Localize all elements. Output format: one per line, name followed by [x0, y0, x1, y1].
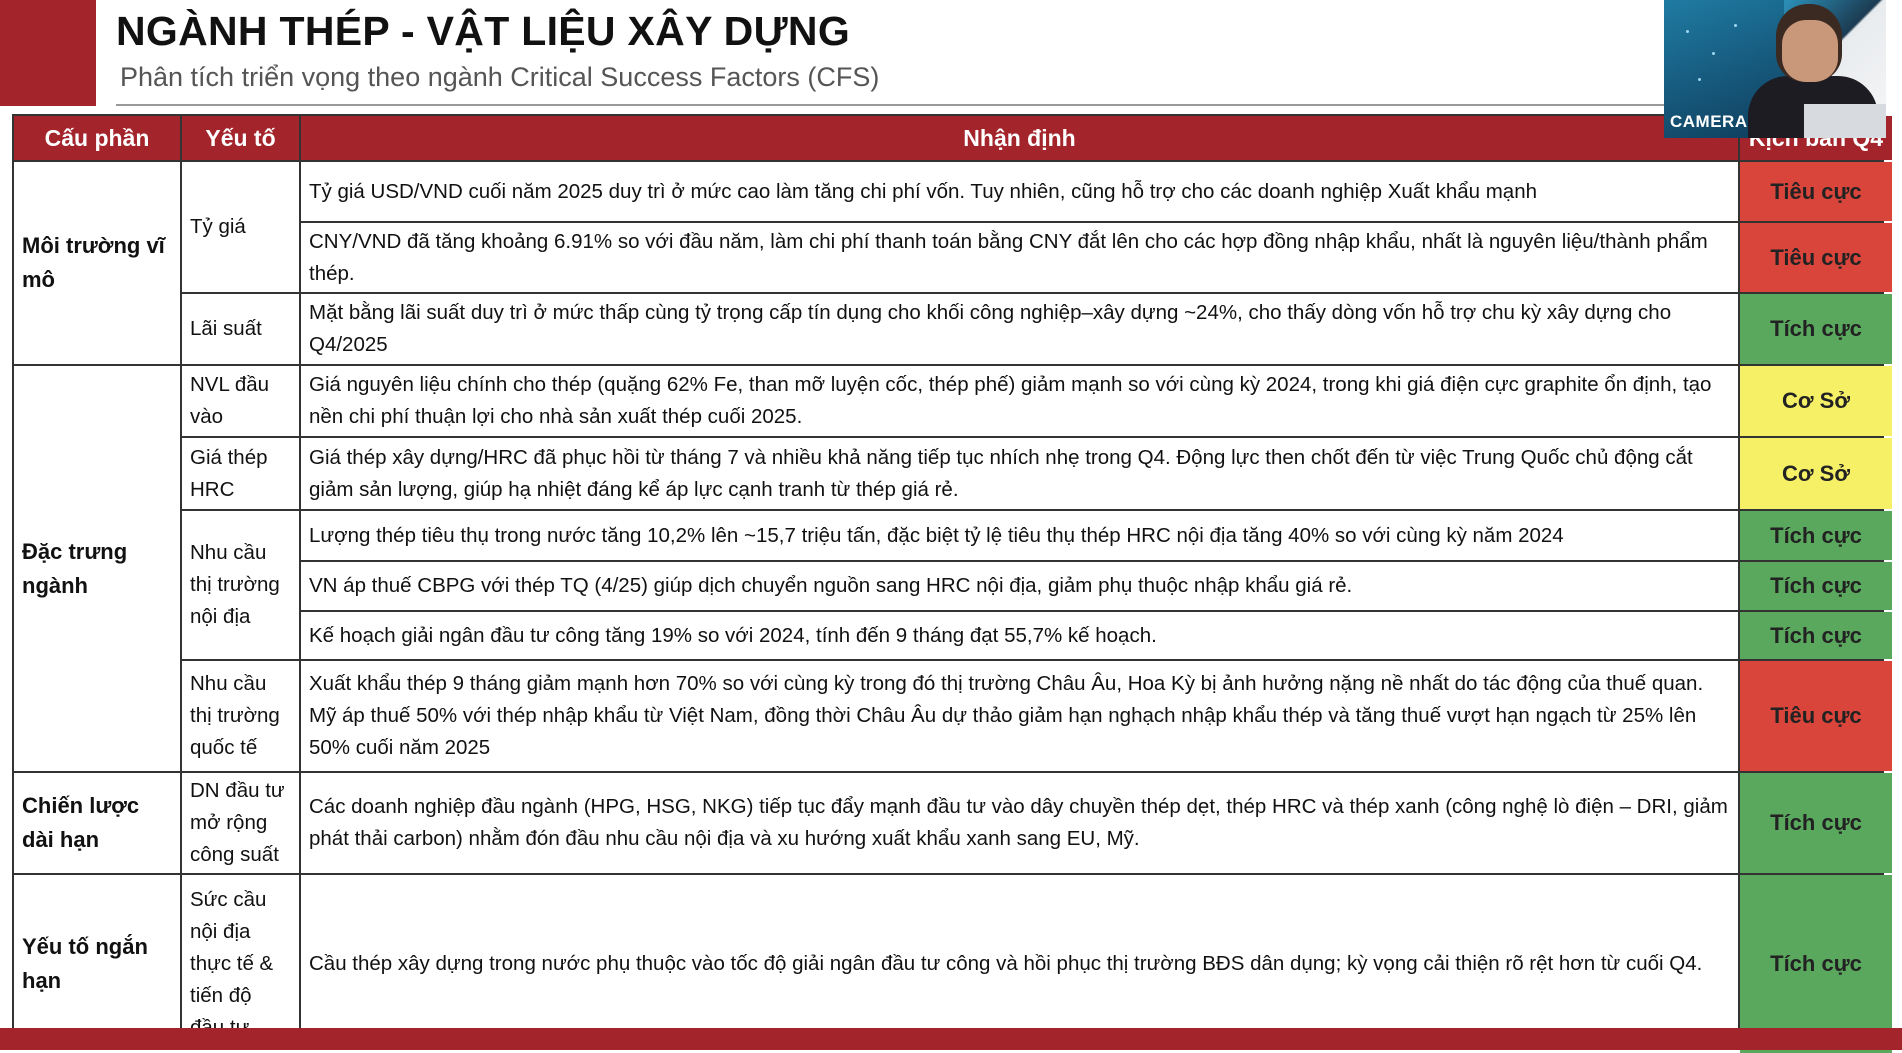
- scenario-badge: Tích cực: [1740, 612, 1892, 659]
- factor-cell: NVL đầu vào: [182, 366, 299, 436]
- scenario-badge: Tích cực: [1740, 773, 1892, 873]
- assessment-cell: Lượng thép tiêu thụ trong nước tăng 10,2% lên ~15,7 triệu tấn, đặc biệt tỷ lệ tiêu thụ thép HRC nội địa tăng 40% so với cùng kỳ năm 2024: [301, 511, 1738, 560]
- scenario-badge: Tiêu cực: [1740, 162, 1892, 221]
- assessment-cell: Kế hoạch giải ngân đầu tư công tăng 19% so với 2024, tính đến 9 tháng đạt 55,7% kế hoạch.: [301, 612, 1738, 659]
- backdrop-light: [1712, 52, 1715, 55]
- scenario-badge: Tích cực: [1740, 511, 1892, 560]
- assessment-cell: Tỷ giá USD/VND cuối năm 2025 duy trì ở mức cao làm tăng chi phí vốn. Tuy nhiên, cũng hỗ trợ cho các doanh nghiệp Xuất khẩu mạnh: [301, 162, 1738, 221]
- group-cell: Đặc trưng ngành: [14, 366, 180, 771]
- scenario-badge: Tích cực: [1740, 562, 1892, 610]
- factor-cell: Sức cầu nội địa thực tế & tiến độ: [182, 875, 299, 1053]
- page-subtitle: Phân tích triển vọng theo ngành Critical Success Factors (CFS): [120, 62, 880, 92]
- header-assessment: Nhận định: [301, 116, 1738, 160]
- camera-label: CAMERA: [1670, 112, 1748, 131]
- assessment-cell: Giá thép xây dựng/HRC đã phục hồi từ tháng 7 và nhiều khả năng tiếp tục nhích nhẹ trong Q4. Động lực then chốt đến từ việc Trung Quốc chủ động cắt giảm sản lượng, giúp hạ nhiệt đáng kể áp lực cạnh tranh từ thép giá rẻ.: [301, 438, 1738, 509]
- page-title: NGÀNH THÉP - VẬT LIỆU XÂY DỰNG: [116, 8, 851, 54]
- backdrop-light: [1698, 78, 1701, 81]
- backdrop-light: [1734, 24, 1737, 27]
- assessment-cell: Các doanh nghiệp đầu ngành (HPG, HSG, NKG) tiếp tục đẩy mạnh đầu tư vào dây chuyền thép dẹt, thép HRC và thép xanh (công nghệ lò điện – DRI, giảm phát thải carbon) nhằm đón đầu nhu cầu nội địa và xu hướng xuất khẩu xanh sang EU, Mỹ.: [301, 773, 1738, 873]
- group-cell: Môi trường vĩ mô: [14, 162, 180, 364]
- factor-cell: Nhu cầu thị trường quốc tế: [182, 661, 299, 771]
- factor-cell: Tỷ giá: [182, 162, 299, 292]
- scenario-badge: Tích cực: [1740, 875, 1892, 1053]
- backdrop-light: [1686, 30, 1689, 33]
- assessment-cell: Giá nguyên liệu chính cho thép (quặng 62% Fe, than mỡ luyện cốc, thép phế) giảm mạnh so với cùng kỳ 2024, trong khi giá điện cực graphite ổn định, tạo nền chi phí thuận lợi cho nhà sản xuất thép cuối 2025.: [301, 366, 1738, 436]
- scenario-badge: Cơ Sở: [1740, 438, 1892, 509]
- factor-cell: Lãi suất: [182, 294, 299, 364]
- assessment-cell: Xuất khẩu thép 9 tháng giảm mạnh hơn 70% so với cùng kỳ trong đó thị trường Châu Âu, Hoa Kỳ bị ảnh hưởng nặng nề nhất do tác động của thuế quan. Mỹ áp thuế 50% với thép nhập khẩu từ Việt Nam, đồng thời Châu Âu dự thảo giảm hạn nghạch nhập khẩu thép và tăng thuế vượt hạn ngạch từ 25% lên 50% cuối năm 2025: [301, 661, 1738, 771]
- assessment-cell: CNY/VND đã tăng khoảng 6.91% so với đầu năm, làm chi phí thanh toán bằng CNY đắt lên cho các hợp đồng nhập khẩu, nhất là nguyên liệu/thành phẩm thép.: [301, 223, 1738, 292]
- assessment-cell: Mặt bằng lãi suất duy trì ở mức thấp cùng tỷ trọng cấp tín dụng cho khối công nghiệp–xây dựng ~24%, cho thấy dòng vốn hỗ trợ chu kỳ xây dựng cho Q4/2025: [301, 294, 1738, 364]
- cfs-table: [12, 114, 1884, 1029]
- assessment-cell: Cầu thép xây dựng trong nước phụ thuộc vào tốc độ giải ngân đầu tư công và hồi phục thị trường BĐS dân dụng; kỳ vọng cải thiện rõ rệt hơn từ cuối Q4.: [301, 875, 1738, 1053]
- factor-cell: Giá thép HRC: [182, 438, 299, 509]
- group-cell: Yếu tố ngắn hạn: [14, 875, 180, 1053]
- assessment-cell: VN áp thuế CBPG với thép TQ (4/25) giúp dịch chuyển nguồn sang HRC nội địa, giảm phụ thuộc nhập khẩu giá rẻ.: [301, 562, 1738, 610]
- title-divider: [116, 104, 1666, 106]
- scenario-badge: Cơ Sở: [1740, 366, 1892, 436]
- camera-overlay: [1664, 0, 1886, 138]
- factor-cell: DN đầu tư mở rộng công suất: [182, 773, 299, 873]
- scenario-badge: Tiêu cực: [1740, 661, 1892, 771]
- scenario-badge: Tích cực: [1740, 294, 1892, 364]
- group-cell: Chiến lược dài hạn: [14, 773, 180, 873]
- presenter-face: [1782, 20, 1838, 82]
- header-factor: Yếu tố: [182, 116, 299, 160]
- scenario-badge: Tiêu cực: [1740, 223, 1892, 292]
- footer-bar: [0, 1028, 1902, 1050]
- header-component: Cấu phần: [14, 116, 180, 160]
- factor-cell: Nhu cầu thị trường nội địa: [182, 511, 299, 659]
- laptop: [1804, 104, 1886, 138]
- brand-accent-block: [0, 0, 96, 106]
